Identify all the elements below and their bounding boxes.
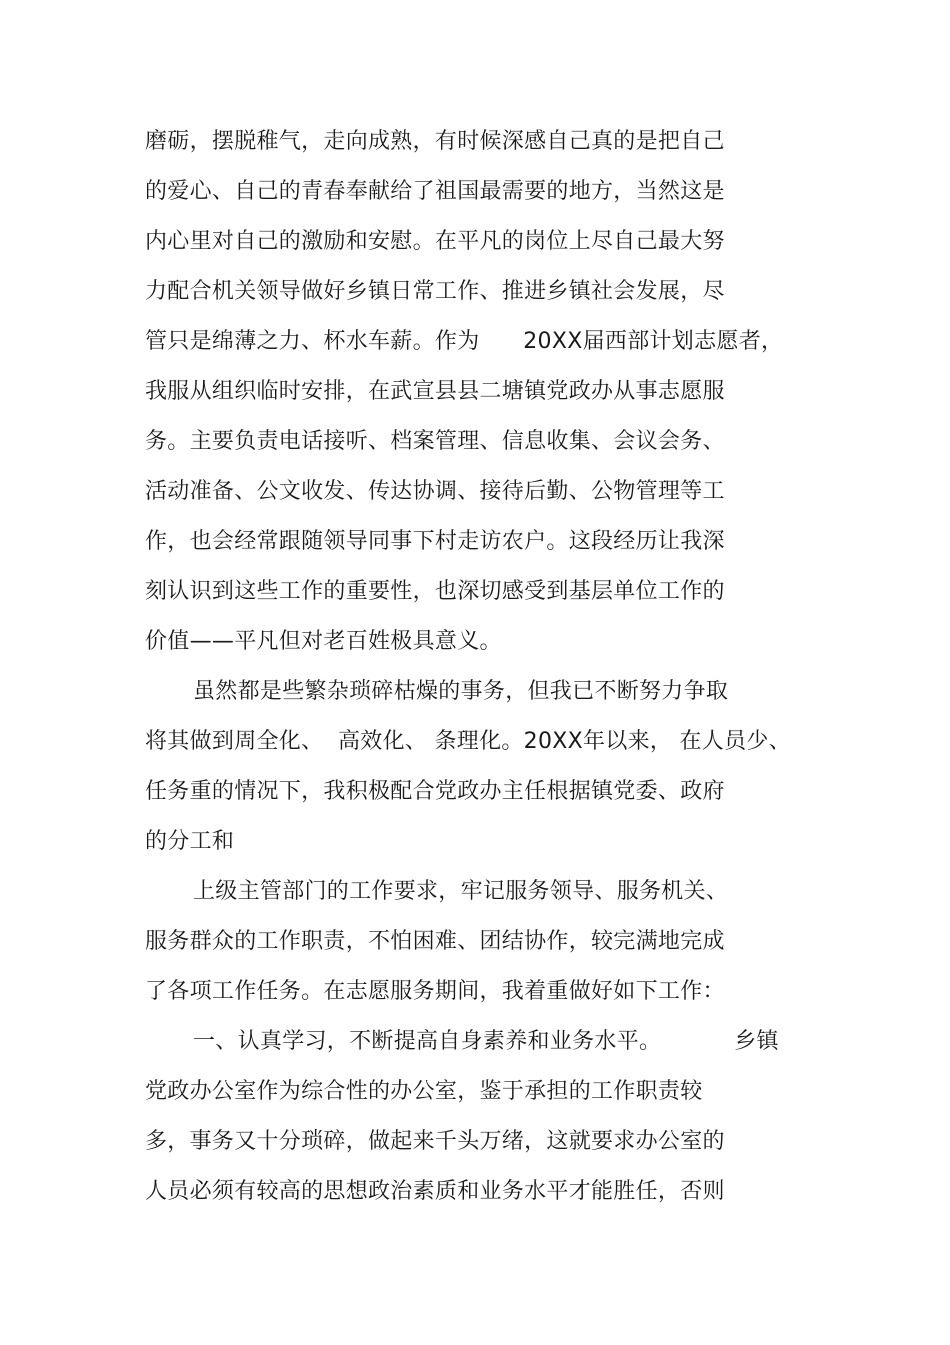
text-line: 的分工和 <box>145 829 235 854</box>
text-line: 了各项工作任务。在志愿服务期间，我着重做好如下工作： <box>145 979 725 1004</box>
text-line: 磨砺，摆脱稚气，走向成熟，有时候深感自己真的是把自己 <box>145 129 725 154</box>
text-line: 党政办公室作为综合性的办公室，鉴于承担的工作职责较 <box>145 1079 703 1104</box>
text-line: 价值——平凡但对老百姓极具意义。 <box>145 629 502 654</box>
text-line: 将其做到周全化、 高效化、 条理化。20XX年以来， 在人员少、 <box>145 729 792 754</box>
text-line: 服务群众的工作职责，不怕困难、团结协作，较完满地完成 <box>145 929 725 954</box>
text-line: 管只是绵薄之力、杯水车薪。作为 20XX届西部计划志愿者， <box>145 329 784 354</box>
text-line: 内心里对自己的激励和安慰。在平凡的岗位上尽自己最大努 <box>145 229 725 254</box>
section-heading-line: 一、认真学习，不断提高自身素养和业务水平。 乡镇 <box>193 1029 779 1054</box>
paragraph-start-line: 上级主管部门的工作要求，牢记服务领导、服务机关、 <box>193 879 729 904</box>
text-line: 的爱心、自己的青春奉献给了祖国最需要的地方，当然这是 <box>145 179 725 204</box>
text-line: 任务重的情况下，我积极配合党政办主任根据镇党委、政府 <box>145 779 725 804</box>
text-line: 刻认识到这些工作的重要性，也深切感受到基层单位工作的 <box>145 579 725 604</box>
text-line: 力配合机关领导做好乡镇日常工作、推进乡镇社会发展，尽 <box>145 279 725 304</box>
text-line: 活动准备、公文收发、传达协调、接待后勤、公物管理等工 <box>145 479 725 504</box>
text-line: 我服从组织临时安排，在武宣县县二塘镇党政办从事志愿服 <box>145 379 725 404</box>
text-line: 多，事务又十分琐碎，做起来千头万绪，这就要求办公室的 <box>145 1129 725 1154</box>
text-line: 人员必须有较高的思想政治素质和业务水平才能胜任，否则 <box>145 1179 725 1204</box>
text-line: 务。主要负责电话接听、档案管理、信息收集、会议会务、 <box>145 429 725 454</box>
text-line: 作，也会经常跟随领导同事下村走访农户。这段经历让我深 <box>145 529 725 554</box>
paragraph-start-line: 虽然都是些繁杂琐碎枯燥的事务，但我已不断努力争取 <box>193 679 729 704</box>
